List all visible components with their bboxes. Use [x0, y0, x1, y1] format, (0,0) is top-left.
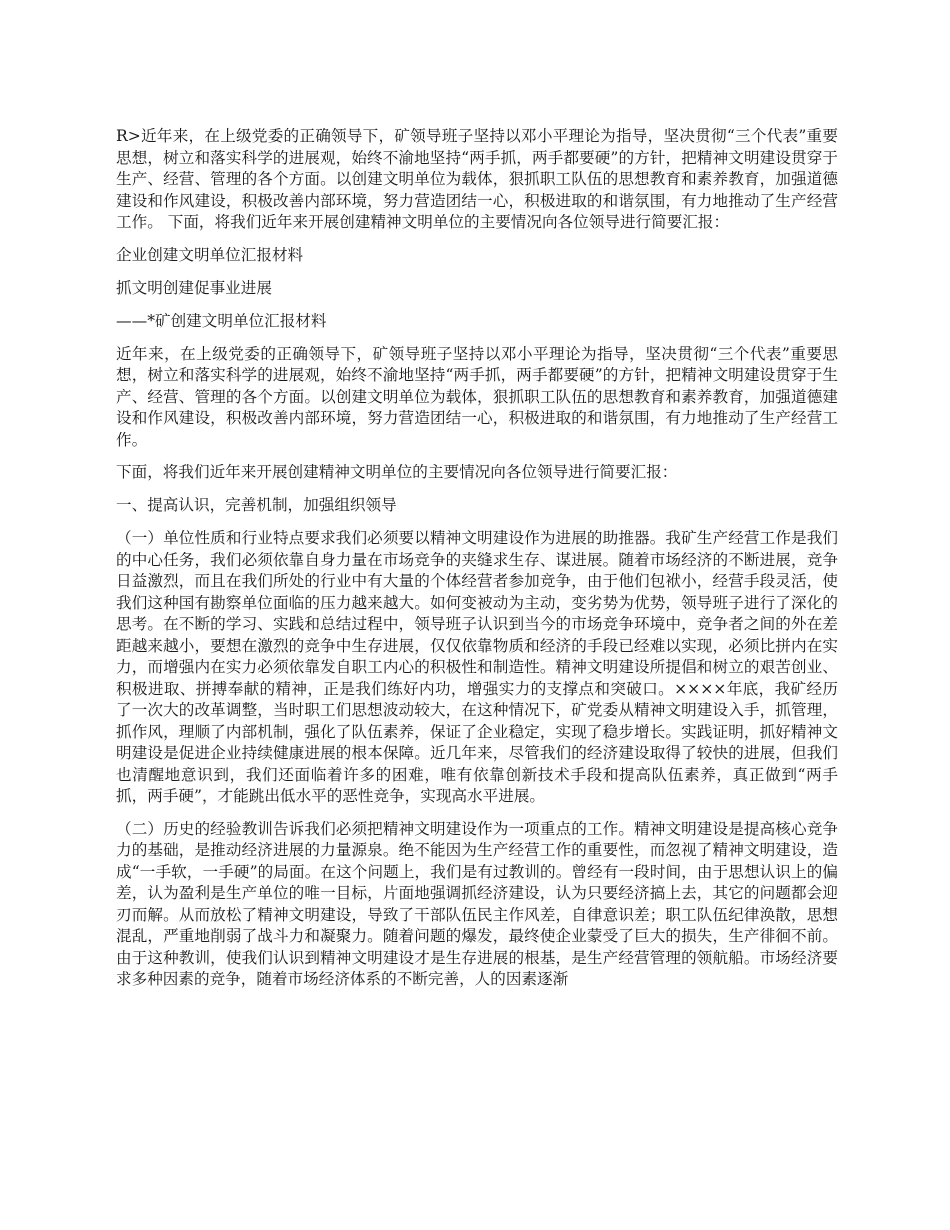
document-headline: 抓文明创建促事业进展 [116, 278, 272, 297]
document-title: 企业创建文明单位汇报材料 [116, 245, 304, 264]
document-subtitle: ——*矿创建文明单位汇报材料 [116, 311, 327, 330]
body-paragraph: 下面，将我们近年来开展创建精神文明单位的主要情况向各位领导进行简要汇报： [116, 463, 678, 481]
document-body [116, 126, 838, 1002]
body-paragraph: （一）单位性质和行业特点要求我们必须要以精神文明建设作为进展的助推器。我矿生产经营工作是我们的中心任务，我们必须依靠自身力量在市场竞争的夹缝求生存、谋进展。随着市场经济的不断进展，竞争日益激烈，而且在我们所处的行业中有大量的个体经营者参加竞争，由于他们包袱小，经营手段灵活，使我们这种国有勘察单位面临的压力越来越大。如何变被动为主动，变劣势为优势，领导班子进行了深化的思考。在不断的学习、实践和总结过程中，领导班子认识到当今的市场竞争环境中，竞争者之间的外在差距越来越小，要想在激烈的竞争中生存进展，仅仅依靠物质和经济的手段已经难以实现，必须比拼内在实力，而增强内在实力必须依靠发自职工内心的积极性和制造性。精神文明建设所提倡和树立的艰苦创业、积极进取、拼搏奉献的精神，正是我们练好内功，增强实力的支撑点和突破口。××××年底，我矿经历了一次大的改革调整，当时职工们思想波动较大，在这种情况下，矿党委从精神文明建设入手，抓管理，抓作风，理顺了内部机制，强化了队伍素养，保证了企业稳定，实现了稳步增长。实践证明，抓好精神文明建设是促进企业持续健康进展的根本保障。近几年来，尽管我们的经济建设取得了较快的进展，但我们也清醒地意识到，我们还面临着许多的困难，唯有依靠创新技术手段和提高队伍素养，真正做到“两手抓，两手硬”，才能跳出低水平的恶性竞争，实现高水平进展。 [116, 529, 838, 805]
intro-paragraph: R>近年来，在上级党委的正确领导下，矿领导班子坚持以邓小平理论为指导，坚决贯彻“三个代表”重要思想，树立和落实科学的进展观，始终不渝地坚持“两手抓，两手都要硬”的方针，把精神文明建设贯穿于生产、经营、管理的各个方面。以创建文明单位为载体，狠抓职工队伍的思想教育和素养教育，加强道德建设和作风建设，积极改善内部环境，努力营造团结一心，积极进取的和谐氛围，有力地推动了生产经营工作。 下面，将我们近年来开展创建精神文明单位的主要情况向各位领导进行简要汇报： [116, 127, 838, 231]
section-heading: 一、提高认识，完善机制，加强组织领导 [116, 496, 397, 514]
body-paragraph: 近年来，在上级党委的正确领导下，矿领导班子坚持以邓小平理论为指导，坚决贯彻“三个代表”重要思想，树立和落实科学的进展观，始终不渝地坚持“两手抓，两手都要硬”的方针，把精神文明建设贯穿于生产、经营、管理的各个方面。以创建文明单位为载体，狠抓职工队伍的思想教育和素养教育，加强道德建设和作风建设，积极改善内部环境，努力营造团结一心，积极进取的和谐氛围，有力地推动了生产经营工作。 [116, 344, 838, 449]
body-paragraph: （二）历史的经验教训告诉我们必须把精神文明建设作为一项重点的工作。精神文明建设是提高核心竞争力的基础，是推动经济进展的力量源泉。绝不能因为生产经营工作的重要性，而忽视了精神文明建设，造成“一手软，一手硬”的局面。在这个问题上，我们是有过教训的。曾经有一段时间，由于思想认识上的偏差，认为盈利是生产单位的唯一目标，片面地强调抓经济建设，认为只要经济搞上去，其它的问题都会迎刃而解。从而放松了精神文明建设，导致了干部队伍民主作风差，自律意识差；职工队伍纪律涣散，思想混乱，严重地削弱了战斗力和凝聚力。随着问题的爆发，最终使企业蒙受了巨大的损失，生产徘徊不前。由于这种教训，使我们认识到精神文明建设才是生存进展的根基，是生产经营管理的领航船。市场经济要求多种因素的竞争，随着市场经济体系的不断完善，人的因素逐渐 [116, 819, 838, 988]
